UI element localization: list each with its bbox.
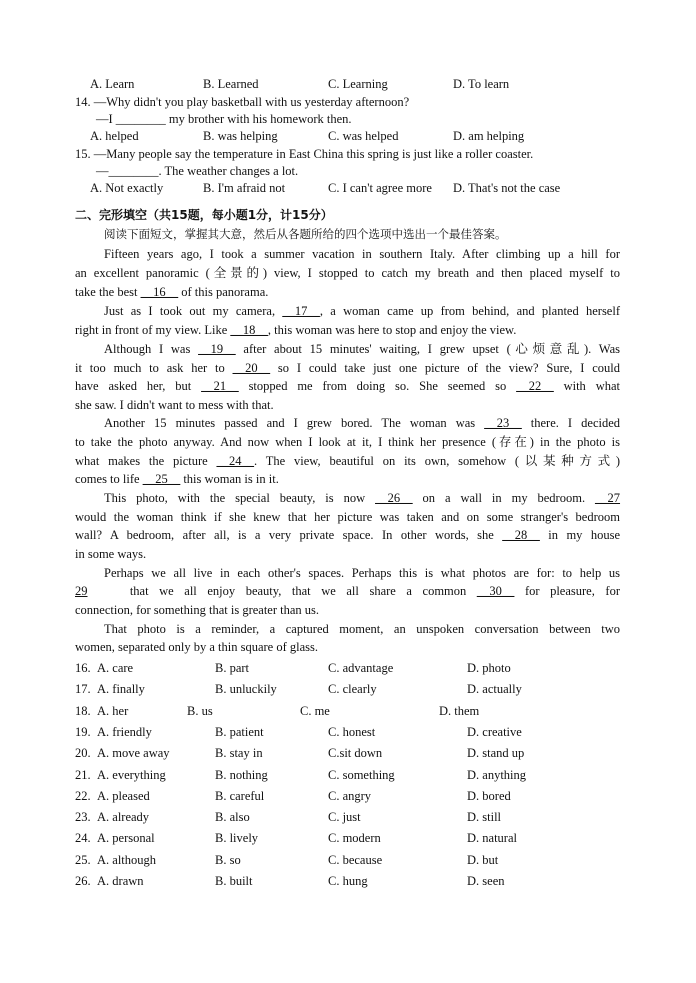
- q22-option-b: B. careful: [215, 789, 265, 803]
- passage-line: comes to life __25__ this woman is in it.: [75, 472, 279, 486]
- q14-question: 14. —Why didn't you play basketball with us yesterday afternoon?: [75, 95, 410, 109]
- q17-option-a: A. finally: [97, 682, 145, 696]
- blank-27: __27: [595, 491, 621, 505]
- q14-blank: ________: [115, 112, 166, 126]
- passage-line: have asked her, but __21__ stopped me from doing so. She seemed so __22__ with what: [75, 379, 620, 393]
- q23-option-a: A. already: [97, 810, 150, 824]
- q13-option-a: A. Learn: [90, 77, 135, 91]
- q13-option-b: B. Learned: [203, 77, 259, 91]
- q22-option-d: D. bored: [467, 789, 511, 803]
- q18-option-c: C. me: [300, 704, 330, 718]
- q19-option-d: D. creative: [467, 725, 522, 739]
- q24-option-number: 24.: [75, 831, 91, 845]
- passage-line: what makes the picture __24__. The view, beautiful on its own, somehow (以某种方式): [75, 453, 620, 468]
- q13-option-c: C. Learning: [328, 77, 388, 91]
- q17-option-d: D. actually: [467, 682, 522, 696]
- q18-option-a: A. her: [97, 704, 129, 718]
- q24-option-d: D. natural: [467, 831, 517, 845]
- blank-22: __22__: [516, 379, 554, 393]
- passage-line: in some ways.: [75, 547, 147, 561]
- q15-answer-suffix: . The weather changes a lot.: [158, 164, 299, 178]
- q15-blank: ________: [108, 164, 159, 178]
- q14-answer-prefix: —I: [96, 112, 113, 126]
- q16-option-number: 16.: [75, 661, 91, 675]
- passage-line: connection, for something that is greater than us.: [75, 603, 320, 617]
- passage-line: 29 that we all enjoy beauty, that we all share a common __30__ for pleasure, for: [75, 584, 621, 598]
- passage-line: Fifteen years ago, I took a summer vacation in southern Italy. After climbing up a hill for: [104, 247, 620, 261]
- q15-answer-line: [96, 163, 298, 179]
- q18-option-d: D. them: [439, 704, 480, 718]
- q14-answer-suffix: my brother with his homework then.: [168, 112, 352, 126]
- q14-option-d: D. am helping: [453, 129, 525, 143]
- q16-option-b: B. part: [215, 661, 250, 675]
- q15-option-c: C. I can't agree more: [328, 181, 432, 195]
- q15-option-d: D. That's not the case: [453, 181, 561, 195]
- q20-option-number: 20.: [75, 746, 91, 760]
- q26-option-d: D. seen: [467, 874, 505, 888]
- passage-line: Although I was __19__ after about 15 minutes' waiting, I grew upset (心烦意乱). Was: [104, 341, 621, 356]
- q17-option-b: B. unluckily: [215, 682, 277, 696]
- passage-line: to take the photo anyway. And now when I look at it, I think her presence (存在) in the photo is: [75, 434, 620, 449]
- q19-option-c: C. honest: [328, 725, 376, 739]
- q14-option-b: B. was helping: [203, 129, 278, 143]
- blank-21: __21__: [201, 379, 239, 393]
- q23-option-b: B. also: [215, 810, 250, 824]
- passage-line: take the best __16__ of this panorama.: [75, 285, 269, 299]
- blank-23: __23__: [484, 416, 522, 430]
- q25-option-d: D. but: [467, 853, 499, 867]
- q21-option-d: D. anything: [467, 768, 527, 782]
- q24-option-c: C. modern: [328, 831, 381, 845]
- q19-option-a: A. friendly: [97, 725, 152, 739]
- passage-line: would the woman think if she knew that her picture was taken and on some stranger's bedroom: [75, 510, 620, 524]
- q16-option-d: D. photo: [467, 661, 511, 675]
- passage-line: Perhaps we all live in each other's spaces. Perhaps this is what photos are for: to help us: [104, 566, 620, 580]
- q26-option-c: C. hung: [328, 874, 368, 888]
- q25-option-c: C. because: [328, 853, 383, 867]
- blank-29: 29: [75, 584, 88, 598]
- blank-30: __30__: [476, 584, 515, 598]
- passage-line: women, separated only by a thin square of glass.: [75, 640, 318, 654]
- q17-option-c: C. clearly: [328, 682, 377, 696]
- q18-option-b: B. us: [187, 704, 213, 718]
- passage-line: Another 15 minutes passed and I grew bored. The woman was __23__ there. I decided: [104, 416, 621, 430]
- q21-option-number: 21.: [75, 768, 91, 782]
- q20-option-c: C.sit down: [328, 746, 383, 760]
- passage-line: right in front of my view. Like __18__, this woman was here to stop and enjoy the view.: [75, 323, 517, 337]
- q17-option-number: 17.: [75, 682, 91, 696]
- q21-option-c: C. something: [328, 768, 395, 782]
- blank-18: __18__: [230, 323, 268, 337]
- q21-option-b: B. nothing: [215, 768, 268, 782]
- q25-option-a: A. although: [97, 853, 157, 867]
- passage-line: This photo, with the special beauty, is now __26__ on a wall in my bedroom. __27: [104, 491, 621, 505]
- q16-option-a: A. care: [97, 661, 134, 675]
- q19-option-number: 19.: [75, 725, 91, 739]
- blank-20: __20__: [232, 361, 271, 375]
- q18-option-number: 18.: [75, 704, 91, 718]
- q21-option-a: A. everything: [97, 768, 166, 782]
- blank-25: __25__: [142, 472, 181, 486]
- blank-16: __16__: [140, 285, 179, 299]
- q13-option-d: D. To learn: [453, 77, 510, 91]
- q14-answer-line: [96, 111, 352, 127]
- q22-option-number: 22.: [75, 789, 91, 803]
- q26-option-a: A. drawn: [97, 874, 144, 888]
- passage-line: wall? A bedroom, after all, is a very private space. In other words, she __28__ in my house: [75, 528, 621, 542]
- q23-option-d: D. still: [467, 810, 502, 824]
- blank-26: __26__: [375, 491, 413, 505]
- q15-option-b: B. I'm afraid not: [203, 181, 286, 195]
- blank-19: __19__: [198, 342, 236, 356]
- q20-option-a: A. move away: [97, 746, 170, 760]
- q24-option-a: A. personal: [97, 831, 155, 845]
- passage-line: an excellent panoramic (全景的) view, I stopped to catch my breath and then placed myself to: [75, 265, 620, 280]
- q16-option-c: C. advantage: [328, 661, 394, 675]
- q25-option-number: 25.: [75, 853, 91, 867]
- q23-option-c: C. just: [328, 810, 361, 824]
- q20-option-b: B. stay in: [215, 746, 263, 760]
- passage-line: it too much to ask her to __20__ so I could take just one picture of the view? Sure, I could: [75, 361, 620, 375]
- q15-option-a: A. Not exactly: [90, 181, 164, 195]
- q22-option-a: A. pleased: [97, 789, 150, 803]
- q15-answer-prefix: —: [96, 164, 109, 178]
- q14-option-a: A. helped: [90, 129, 139, 143]
- section-heading: 二、完形填空（共15题，每小题1分，计15分）: [75, 208, 333, 222]
- q19-option-b: B. patient: [215, 725, 264, 739]
- q22-option-c: C. angry: [328, 789, 372, 803]
- q25-option-b: B. so: [215, 853, 241, 867]
- q15-question: 15. —Many people say the temperature in East China this spring is just like a roller coaster.: [75, 147, 534, 161]
- blank-28: __28__: [502, 528, 540, 542]
- q26-option-b: B. built: [215, 874, 253, 888]
- section-instruction: 阅读下面短文，掌握其大意，然后从各题所给的四个选项中选出一个最佳答案。: [104, 227, 507, 241]
- passage-line: That photo is a reminder, a captured moment, an unspoken conversation between two: [104, 622, 620, 636]
- blank-17: __17__: [282, 304, 320, 318]
- passage-line: she saw. I didn't want to mess with that.: [75, 398, 274, 412]
- q23-option-number: 23.: [75, 810, 91, 824]
- q24-option-b: B. lively: [215, 831, 259, 845]
- q26-option-number: 26.: [75, 874, 91, 888]
- q14-option-c: C. was helped: [328, 129, 399, 143]
- blank-24: __24__: [216, 454, 255, 468]
- passage-line: Just as I took out my camera, __17__, a woman came up from behind, and planted herself: [104, 304, 620, 318]
- q20-option-d: D. stand up: [467, 746, 525, 760]
